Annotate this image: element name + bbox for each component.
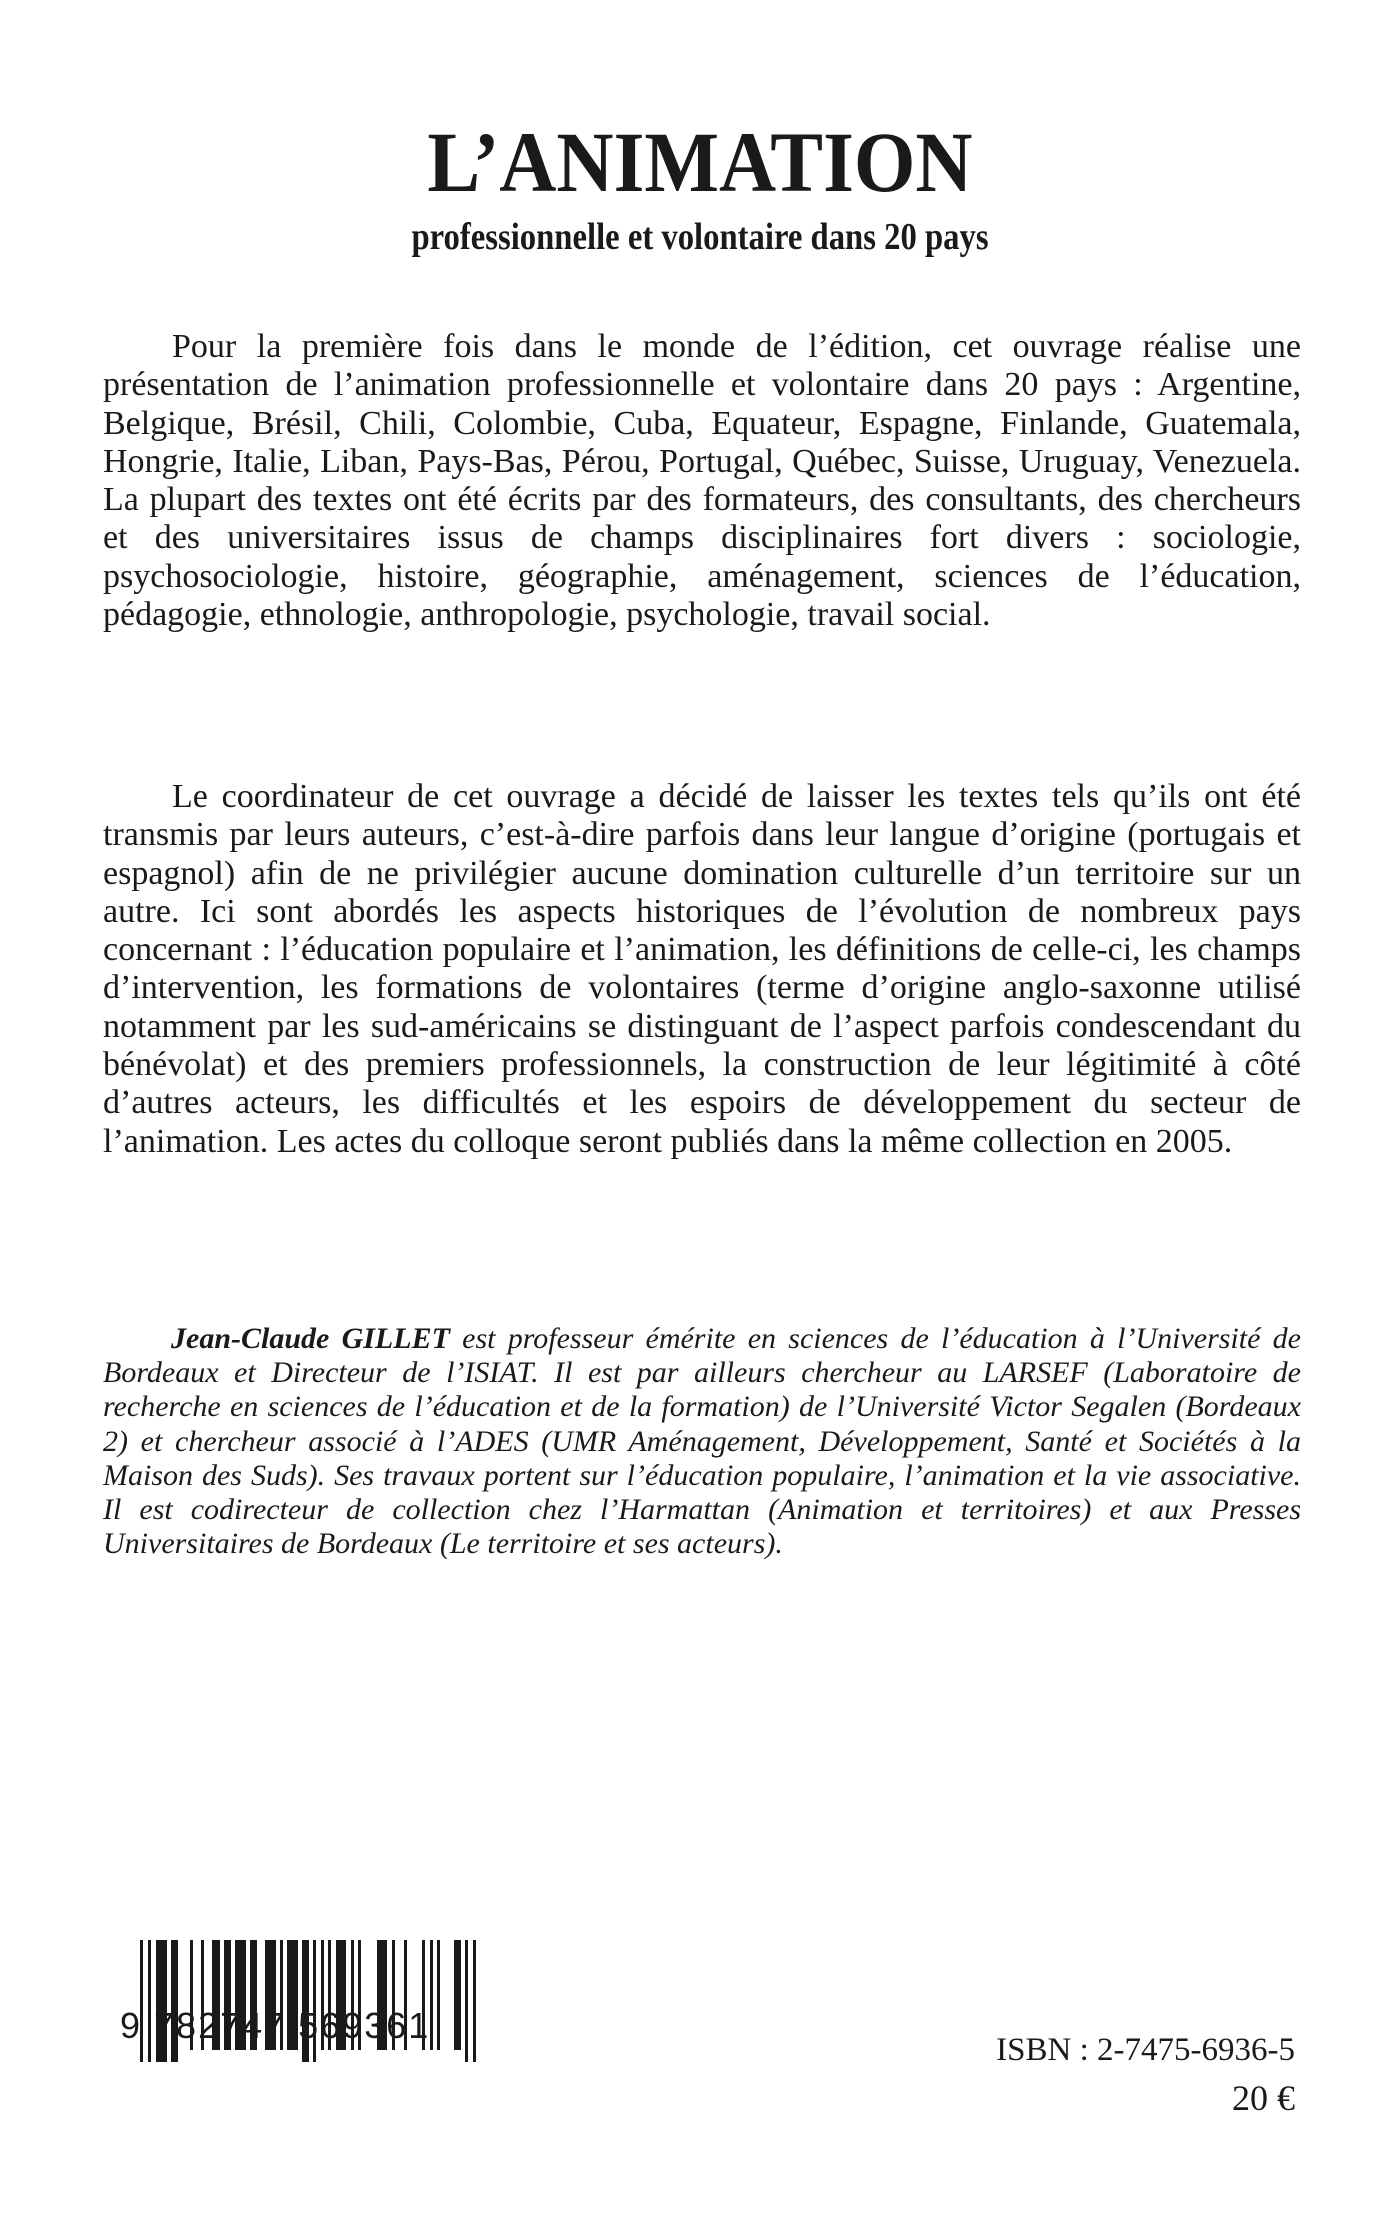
description-paragraph-2 bbox=[103, 778, 1301, 1161]
book-title: L’ANIMATION bbox=[427, 114, 973, 210]
description-paragraph-1 bbox=[103, 328, 1301, 634]
author-name: Jean-Claude GILLET bbox=[171, 1322, 450, 1355]
paragraph-text: Pour la première fois dans le monde de l’édition, cet ouvrage réalise une présentation de l’animation professionnelle et volontaire dans 20 pays : Argentine, Belgique, Brésil, Chili, Colombie, Cuba, Equateur, Espagne, Finlande, Guatemala, Hongrie, Italie, Liban, Pays-Bas, Pérou, Portugal, Québec, Suisse, Uruguay, Venezuela. La plupart des textes ont été écrits par des formateurs, des consultants, des chercheurs et des universitaires issus de champs disciplinaires fort divers : sociologie, psychosociologie, histoire, géographie, aménagement, sciences de l’éducation, pédagogie, ethnologie, anthropologie, psychologie, travail social. bbox=[103, 328, 1301, 634]
isbn: ISBN : 2-7475-6936-5 bbox=[996, 2032, 1295, 2068]
author-bio bbox=[103, 1322, 1301, 1561]
barcode-digits: 9 782747 569361 bbox=[120, 2005, 431, 2046]
book-subtitle: professionnelle et volontaire dans 20 pays bbox=[411, 216, 989, 258]
price: 20 € bbox=[1232, 2078, 1295, 2118]
author-bio-text: est professeur émérite en sciences de l’éducation à l’Université de Bordeaux et Directeur de l’ISIAT. Il est par ailleurs chercheur au LARSEF (Laboratoire de recherche en sciences de l’éducation et de la formation) de l’Université Victor Segalen (Bordeaux 2) et chercheur associé à l’ADES (UMR Aménagement, Développement, Santé et Sociétés à la Maison des Suds). Ses travaux portent sur l’éducation populaire, l’animation et la vie associative. Il est codirecteur de collection chez l’Harmattan (Animation et territoires) et aux Presses Universitaires de Bordeaux (Le territoire et ses acteurs). bbox=[103, 1322, 1301, 1561]
paragraph-text: Le coordinateur de cet ouvrage a décidé de laisser les textes tels qu’ils ont été transmis par leurs auteurs, c’est-à-dire parfois dans leur langue d’origine (portugais et espagnol) afin de ne privilégier aucune domination culturelle d’un territoire sur un autre. Ici sont abordés les aspects historiques de l’évolution de nombreux pays concernant : l’éducation populaire et l’animation, les définitions de celle-ci, les champs d’intervention, les formations de volontaires (terme d’origine anglo-saxonne utilisé notamment par les sud-américains se distinguant de l’aspect parfois condescendant du bénévolat) et des premiers professionnels, la construction de leur légitimité à côté d’autres acteurs, les difficultés et les espoirs de développement du secteur de l’animation. Les actes du colloque seront publiés dans la même collection en 2005. bbox=[103, 778, 1301, 1160]
